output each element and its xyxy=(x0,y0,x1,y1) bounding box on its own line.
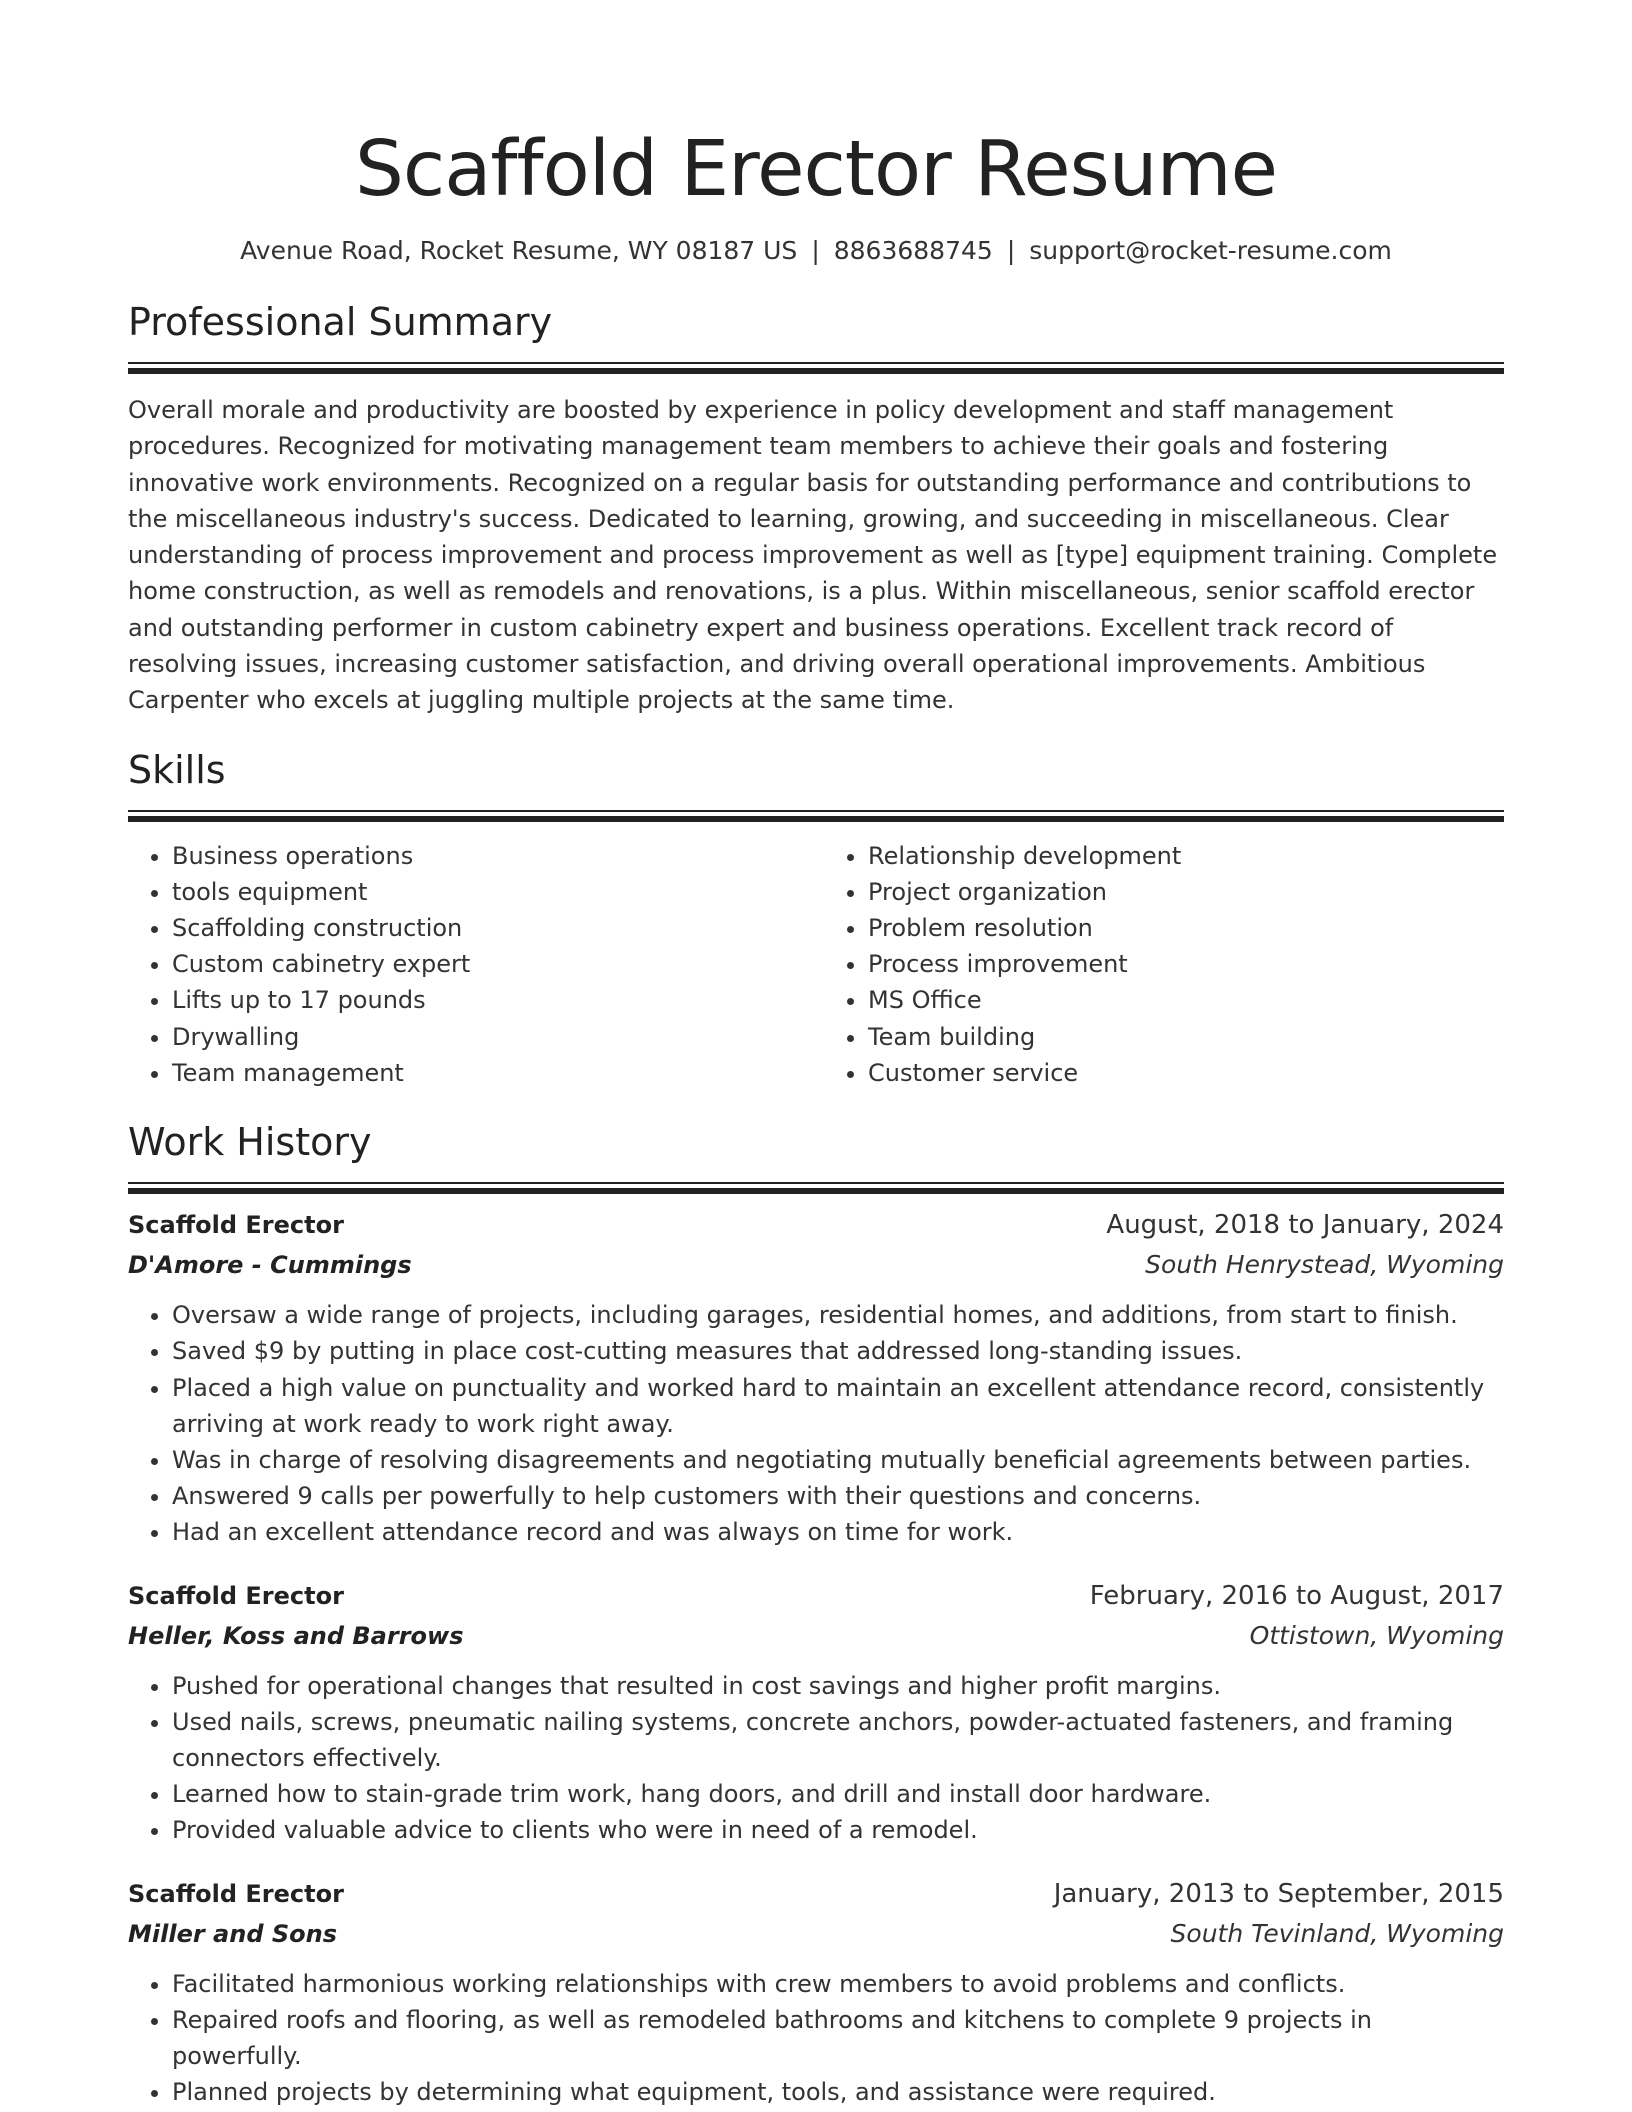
contact-line xyxy=(128,234,1504,268)
job-bullet: • Facilitated harmonious working relationships with crew members to avoid problems and conflicts. xyxy=(172,1966,1504,2002)
section-rule xyxy=(128,1188,1504,1194)
job-bullet: • Oversaw a wide range of projects, including garages, residential homes, and additions, from start to finish. xyxy=(172,1297,1504,1333)
job-header xyxy=(128,1875,1504,1914)
job-subheader xyxy=(128,1616,1504,1656)
job-bullet: • Saved $9 by putting in place cost-cutting measures that addressed long-standing issues. xyxy=(172,1333,1504,1369)
skills-section xyxy=(128,747,1504,1091)
contact-phone: 8863688745 xyxy=(833,236,993,265)
section-rule xyxy=(128,368,1504,374)
skills-list xyxy=(128,838,1504,1091)
job-bullets xyxy=(128,1668,1504,1849)
skill-item: • MS Office xyxy=(868,982,1504,1018)
job-dates: August, 2018 to January, 2024 xyxy=(1106,1210,1504,1241)
job-location: South Henrystead, Wyoming xyxy=(1145,1250,1504,1280)
skill-item: • Customer service xyxy=(868,1055,1504,1091)
skill-item: • Team building xyxy=(868,1019,1504,1055)
skill-item: • Custom cabinetry expert xyxy=(172,946,816,982)
contact-separator: | xyxy=(811,236,820,265)
skill-item: • Problem resolution xyxy=(868,910,1504,946)
work-history-section xyxy=(128,1119,1504,2110)
resume-title: Scaffold Erector Resume xyxy=(355,125,1277,214)
job-dates: February, 2016 to August, 2017 xyxy=(1089,1580,1504,1611)
job-bullets xyxy=(128,1966,1504,2111)
skill-item: • Relationship development xyxy=(868,838,1504,874)
job-bullets xyxy=(128,1297,1504,1550)
job-bullet: • Answered 9 calls per powerfully to help customers with their questions and concerns. xyxy=(172,1478,1504,1514)
skill-item: • Process improvement xyxy=(868,946,1504,982)
skill-item: • Lifts up to 17 pounds xyxy=(172,982,816,1018)
contact-separator: | xyxy=(1006,236,1016,265)
job-bullet: • Learned how to stain-grade trim work, hang doors, and drill and install door hardware. xyxy=(172,1776,1504,1812)
section-title-skills: Skills xyxy=(128,747,226,792)
skill-item: • Team management xyxy=(172,1055,816,1091)
job-company: Heller, Koss and Barrows xyxy=(128,1621,464,1650)
skill-item: • Business operations xyxy=(172,838,816,874)
skill-item: • Scaffolding construction xyxy=(172,910,816,946)
skill-item: • tools equipment xyxy=(172,874,816,910)
job-bullet: • Had an excellent attendance record and was always on time for work. xyxy=(172,1514,1504,1550)
job-header xyxy=(128,1577,1504,1616)
job-bullet: • Placed a high value on punctuality and worked hard to maintain an excellent attendance record, consistently arriving at work ready to work right away. xyxy=(172,1370,1504,1442)
summary-section xyxy=(128,299,1504,719)
job-company: D'Amore - Cummings xyxy=(128,1251,412,1280)
job-location: Ottistown, Wyoming xyxy=(1249,1620,1504,1650)
section-title-summary: Professional Summary xyxy=(128,300,553,344)
job-entry xyxy=(128,1206,1504,1550)
skill-item: • Drywalling xyxy=(172,1019,816,1055)
job-company: Miller and Sons xyxy=(128,1919,337,1948)
job-bullet: • Pushed for operational changes that resulted in cost savings and higher profit margins. xyxy=(172,1668,1504,1704)
job-title: Scaffold Erector xyxy=(128,1211,344,1240)
skills-column-left xyxy=(128,838,816,1091)
job-header xyxy=(128,1206,1504,1245)
skills-column-right xyxy=(816,838,1504,1091)
job-title: Scaffold Erector xyxy=(128,1581,344,1610)
job-bullet: • Used nails, screws, pneumatic nailing systems, concrete anchors, powder-actuated fasteners, and framing connectors effectively. xyxy=(172,1704,1504,1776)
job-bullet: • Planned projects by determining what equipment, tools, and assistance were required. xyxy=(172,2074,1504,2110)
job-bullet: • Provided valuable advice to clients who were in need of a remodel. xyxy=(172,1812,1504,1848)
job-title: Scaffold Erector xyxy=(128,1879,344,1908)
contact-email: support@rocket-resume.com xyxy=(1029,236,1392,265)
job-location: South Tevinland, Wyoming xyxy=(1170,1918,1504,1948)
section-rule xyxy=(128,362,1504,364)
contact-address: Avenue Road, Rocket Resume, WY 08187 US xyxy=(240,236,798,265)
section-title-work-history: Work History xyxy=(128,1120,372,1165)
section-rule xyxy=(128,1182,1504,1184)
job-dates: January, 2013 to September, 2015 xyxy=(1053,1878,1504,1909)
job-entry xyxy=(128,1577,1504,1849)
summary-text: Overall morale and productivity are boosted by experience in policy development and staff management procedures. Recognized for motivating management team members to achieve their goals and fostering innovative work environments. Recognized on a regular basis for outstanding performance and contributions to the miscellaneous industry's success. Dedicated to learning, growing, and succeeding in miscellaneous. Clear understanding of process improvement and process improvement as well as [type] equipment training. Complete home construction, as well as remodels and renovations, is a plus. Within miscellaneous, senior scaffold erector and outstanding performer in custom cabinetry expert and business operations. Excellent track record of resolving issues, increasing customer satisfaction, and driving overall operational improvements. Ambitious Carpenter who excels at juggling multiple projects at the same time. xyxy=(128,396,1498,715)
section-rule xyxy=(128,816,1504,822)
skill-item: • Project organization xyxy=(868,874,1504,910)
job-bullet: • Was in charge of resolving disagreements and negotiating mutually beneficial agreements between parties. xyxy=(172,1442,1504,1478)
job-subheader xyxy=(128,1245,1504,1285)
section-rule xyxy=(128,810,1504,812)
job-subheader xyxy=(128,1914,1504,1954)
job-entry xyxy=(128,1875,1504,2111)
job-bullet: • Repaired roofs and flooring, as well as remodeled bathrooms and kitchens to complete 9 projects in powerfully. xyxy=(172,2002,1504,2074)
